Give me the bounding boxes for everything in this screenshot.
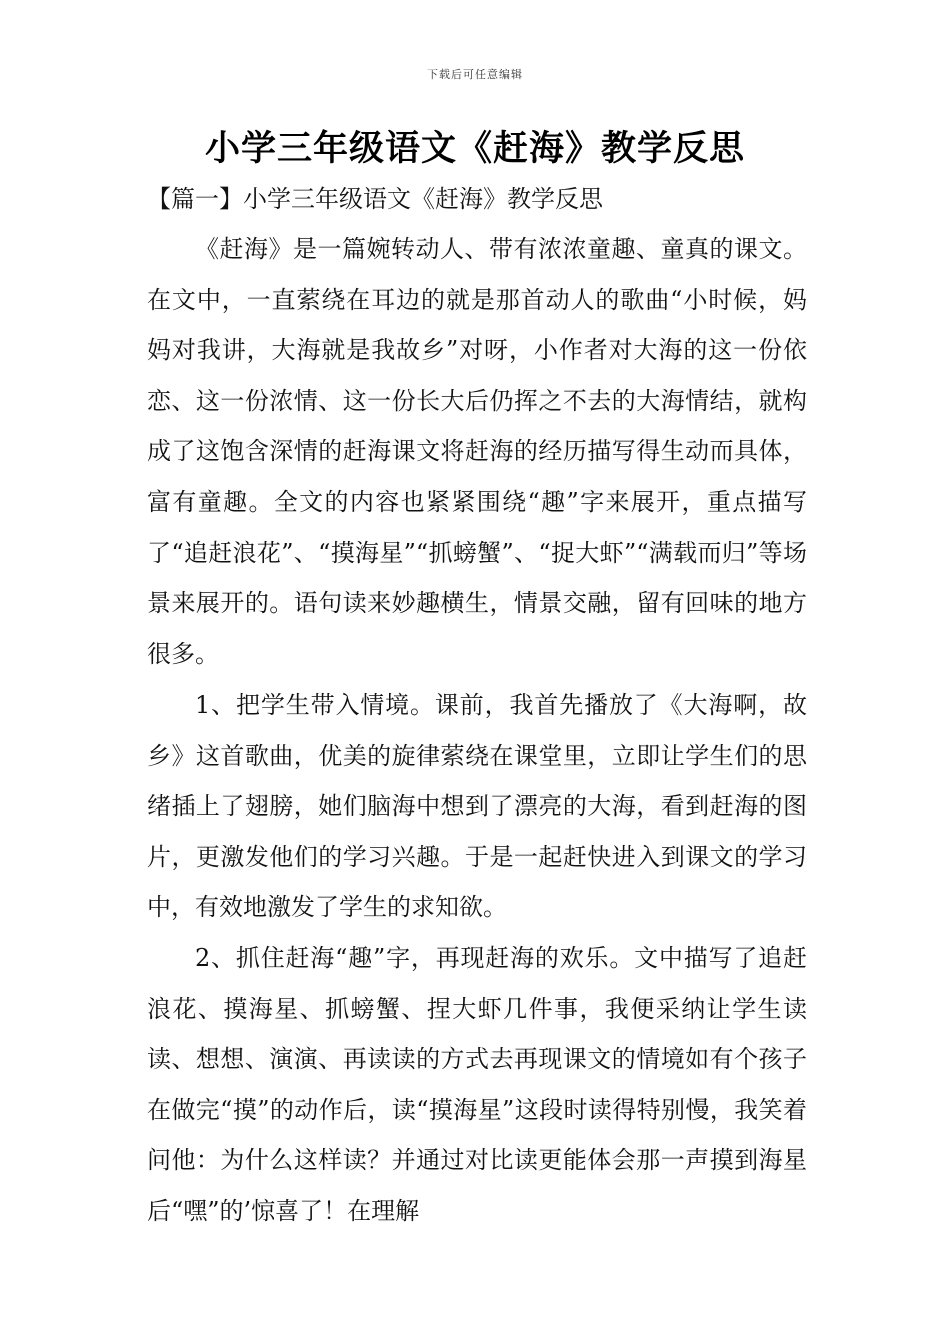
paragraph-intro: 《赶海》是一篇婉转动人、带有浓浓童趣、童真的课文。在文中，一直萦绕在耳边的就是那首动人的歌曲“小时候，妈妈对我讲，大海就是我故乡”对呀，小作者对大海的这一份依恋、这一份浓情、这一份长大后仍挥之不去的大海情结，就构成了这饱含深情的赶海课文将赶海的经历描写得生动而具体，富有童趣。全文的内容也紧紧围绕“趣”字来展开，重点描写了“追赶浪花”、“摸海星”“抓螃蟹”、“捉大虾”“满载而归”等场景来展开的。语句读来妙趣横生，情景交融，留有回味的地方很多。 [147, 235, 807, 668]
paragraph-point-2: 2、抓住赶海“趣”字，再现赶海的欢乐。文中描写了追赶浪花、摸海星、抓螃蟹、捏大虾几件事，我便采纳让学生读读、想想、演演、再读读的方式去再现课文的情境如有个孩子在做完“摸”的动作后，读“摸海星”这段时读得特别慢，我笑着问他：为什么这样读？并通过对比读更能体会那一声摸到海星后“嘿”的’惊喜了！在理解 [147, 944, 807, 1225]
download-note: 下载后可任意编辑 [427, 68, 523, 81]
document-title: 小学三年级语文《赶海》教学反思 [204, 128, 745, 169]
paragraph-point-1: 1、把学生带入情境。课前，我首先播放了《大海啊，故乡》这首歌曲，优美的旋律萦绕在课堂里，立即让学生们的思绪插上了翅膀，她们脑海中想到了漂亮的大海，看到赶海的图片，更激发他们的学习兴趣。于是一起赶快进入到课文的学习中，有效地激发了学生的求知欲。 [147, 691, 807, 922]
section-heading: 【篇一】小学三年级语文《赶海》教学反思 [147, 185, 603, 213]
